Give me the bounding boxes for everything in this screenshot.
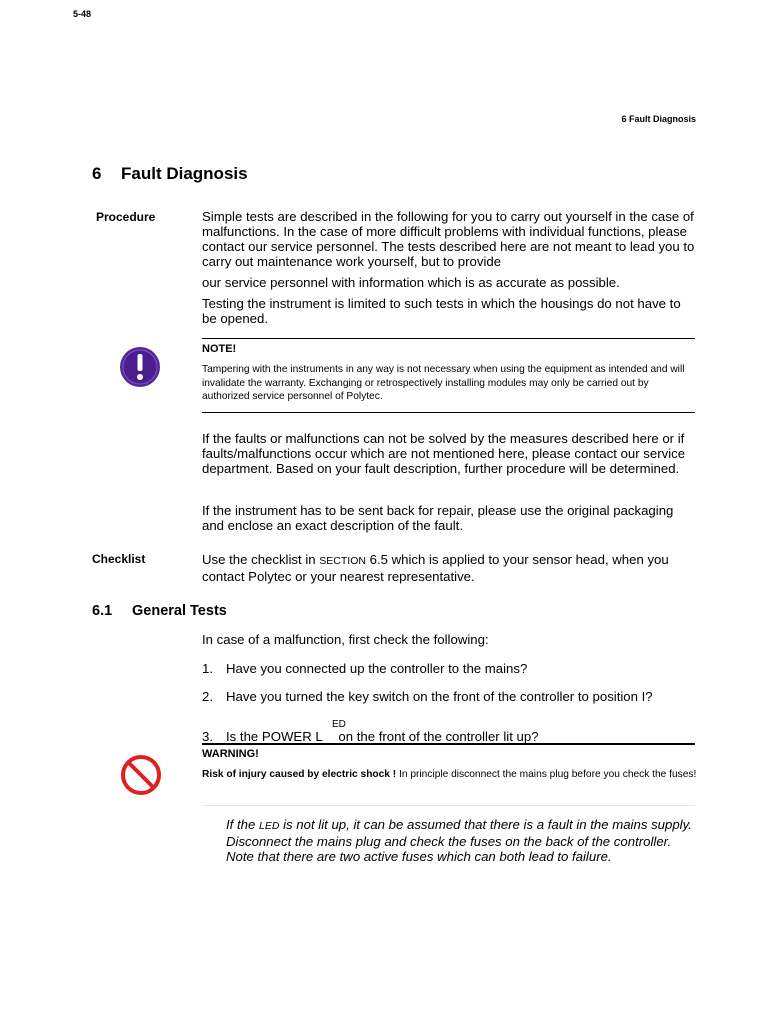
- procedure-paragraph-1-continued: our service personnel with information which is as accurate as possible.: [202, 275, 620, 290]
- checklist-text: Use the checklist in SECTION 6.5 which is applied to your sensor head, when you contact Polytec or your nearest representative.: [202, 552, 669, 584]
- final-paragraph: If the LED is not lit up, it can be assumed that there is a fault in the mains supply. Disconnect the mains plug and check the fuses on the back of the controller. Note that there are two active fuses which can both lead to failure.: [226, 817, 692, 864]
- tests-intro: In case of a malfunction, first check the following:: [202, 632, 489, 647]
- list-item: 2. Have you turned the key switch on the front of the controller to position I?: [202, 689, 653, 704]
- list-item: 3. Is the POWER L ED on the front of the controller lit up?: [202, 719, 539, 744]
- note-text: Tampering with the instruments in any way is not necessary when using the equipment as intended and will invalidate the warranty. Exchanging or retrospectively installing modules may only be carried out by authorized service personnel of Polytec.: [202, 364, 685, 402]
- section-heading: [92, 603, 227, 619]
- warning-text: Risk of injury caused by electric shock ! In principle disconnect the mains plug before you check the fuses!: [202, 769, 697, 780]
- section-title: General Tests: [132, 603, 227, 619]
- list-item: 1. Have you connected up the controller to the mains?: [202, 661, 528, 676]
- procedure-paragraph-1: Simple tests are described in the following for you to carry out yourself in the case of malfunctions. In the case of more difficult problems with individual functions, please contact our service personnel. The tests described here are not meant to lead you to carry out maintenance work yourself, but to provide: [202, 209, 695, 269]
- note-top-rule: [202, 338, 695, 339]
- procedure-label: Procedure: [96, 210, 156, 224]
- warning-top-rule: [202, 743, 695, 745]
- warning-title: WARNING!: [202, 748, 259, 760]
- chapter-title: Fault Diagnosis: [121, 164, 248, 183]
- chapter-number: 6: [92, 164, 102, 183]
- exclamation-icon: [119, 346, 161, 388]
- note-bottom-rule: [202, 412, 695, 413]
- warning-bottom-rule: [202, 805, 695, 806]
- checklist-label: Checklist: [92, 552, 146, 566]
- chapter-heading: [92, 164, 248, 184]
- faults-paragraph-1: If the faults or malfunctions can not be solved by the measures described here or if faults/malfunctions occur which are not mentioned here, please contact our service department. Based on your fault description, further procedure will be determined.: [202, 431, 686, 476]
- section-number: 6.1: [92, 603, 113, 619]
- page-number: 5-48: [73, 9, 92, 19]
- note-title: NOTE!: [202, 343, 237, 355]
- procedure-paragraph-2: Testing the instrument is limited to such tests in which the housings do not have to be opened.: [202, 296, 681, 326]
- running-header: 6 Fault Diagnosis: [621, 114, 696, 124]
- faults-paragraph-2: If the instrument has to be sent back for repair, please use the original packaging and enclose an exact description of the fault.: [202, 503, 674, 533]
- prohibition-icon: [119, 753, 163, 797]
